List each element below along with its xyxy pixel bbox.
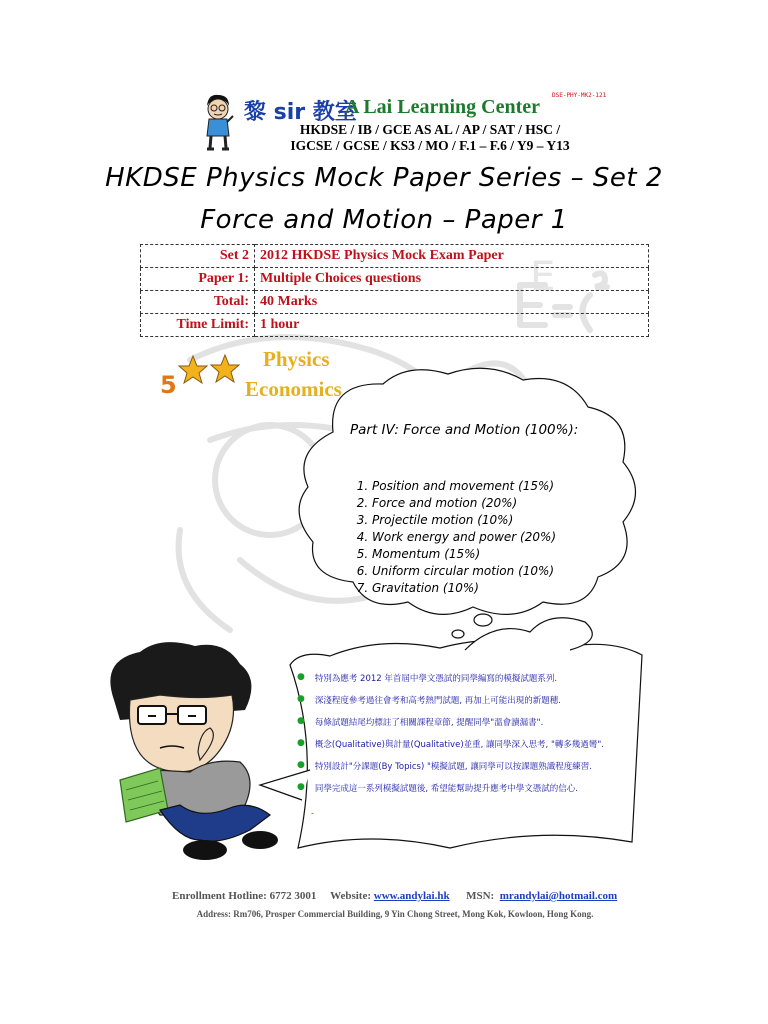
website-label: Website:	[330, 890, 372, 902]
rating-level: 5	[160, 371, 177, 399]
list-item: 3. Projectile motion (10%)	[372, 512, 556, 529]
subject-economics: Economics	[245, 377, 342, 401]
info-key: Total:	[141, 291, 255, 314]
info-key: Set 2	[141, 245, 255, 268]
list-item	[297, 694, 627, 716]
topic-list	[350, 478, 556, 597]
website-link[interactable]: www.andylai.hk	[373, 890, 450, 902]
list-item	[297, 716, 627, 738]
list-item: 4. Work energy and power (20%)	[372, 529, 556, 546]
info-value: 2012 HKDSE Physics Mock Exam Paper	[255, 245, 649, 268]
info-value: 40 Marks	[255, 291, 649, 314]
note-text: 特別為應考 2012 年首屆中學文憑試的同學編寫的模擬試題系列.	[314, 674, 558, 684]
brand-english-name: A Lai Learning Center	[345, 96, 540, 118]
trailing-dash: -	[311, 808, 314, 818]
info-key: Time Limit:	[141, 314, 255, 337]
bullet-icon: ●	[297, 760, 305, 770]
thinking-student-illustration	[100, 640, 300, 865]
bullet-icon: ●	[297, 694, 305, 704]
hotline-text: Enrollment Hotline: 6772 3001	[172, 890, 317, 902]
curriculum-line-1: HKDSE / IB / GCE AS AL / AP / SAT / HSC /	[299, 122, 561, 137]
info-value: Multiple Choices questions	[255, 268, 649, 291]
table-row	[141, 291, 649, 314]
list-item: 7. Gravitation (10%)	[372, 580, 556, 597]
list-item: 1. Position and movement (15%)	[372, 478, 556, 495]
page-subtitle: Force and Motion – Paper 1	[200, 205, 568, 235]
table-row	[141, 314, 649, 337]
info-key: Paper 1:	[141, 268, 255, 291]
footer-address: Address: Rm706, Prosper Commercial Building, 9 Yin Chong Street, Mong Kok, Kowloon, Hong Kong.	[196, 909, 594, 919]
msn-email-link[interactable]: mrandylai@hotmail.com	[499, 890, 618, 902]
list-item	[297, 672, 627, 694]
list-item: 6. Uniform circular motion (10%)	[372, 563, 556, 580]
exam-info-table	[140, 244, 649, 337]
brand-chinese-name: 黎 sir 教室	[244, 100, 357, 125]
bullet-icon: ●	[297, 716, 305, 726]
star-icon	[210, 354, 240, 384]
bullet-icon: ●	[297, 782, 305, 792]
document-code: DSE-PHY-MK2-121	[552, 92, 607, 99]
bullet-icon: ●	[297, 738, 305, 748]
note-text: 特別設計"分課題(By Topics) "模擬試題, 讓同學可以按課題熟識程度練習.	[314, 762, 592, 772]
list-item	[297, 760, 627, 782]
feature-notes-list	[297, 672, 627, 804]
list-item	[297, 782, 627, 804]
subject-physics: Physics	[263, 347, 330, 371]
bullet-icon: ●	[297, 672, 305, 682]
table-row	[141, 245, 649, 268]
note-text: 概念(Qualitative)與計量(Qualitative)並重, 讓同學深入思考, "轉多幾過彎".	[314, 740, 604, 750]
info-value: 1 hour	[255, 314, 649, 337]
list-item: 5. Momentum (15%)	[372, 546, 556, 563]
footer-contact	[172, 890, 617, 902]
curriculum-line-2: IGCSE / GCSE / KS3 / MO / F.1 – F.6 / Y9 – Y13	[290, 138, 570, 153]
note-text: 同學完成這一系列模擬試題後, 希望能幫助提升應考中學文憑試的信心.	[314, 784, 578, 794]
table-row	[141, 268, 649, 291]
page-title: HKDSE Physics Mock Paper Series – Set 2	[105, 163, 663, 193]
svg-text:E: E	[530, 254, 556, 300]
note-text: 深淺程度參考過往會考和高考熱門試題, 再加上可能出現的新題穗.	[314, 696, 561, 706]
list-item	[297, 738, 627, 760]
cloud-heading: Part IV: Force and Motion (100%):	[350, 422, 579, 438]
note-text: 每條試題結尾均標註了相關課程章節, 提醒同學"溫會讀漏書".	[314, 718, 544, 728]
msn-label: MSN:	[466, 890, 495, 902]
list-item: 2. Force and motion (20%)	[372, 495, 556, 512]
star-icon	[178, 355, 208, 385]
